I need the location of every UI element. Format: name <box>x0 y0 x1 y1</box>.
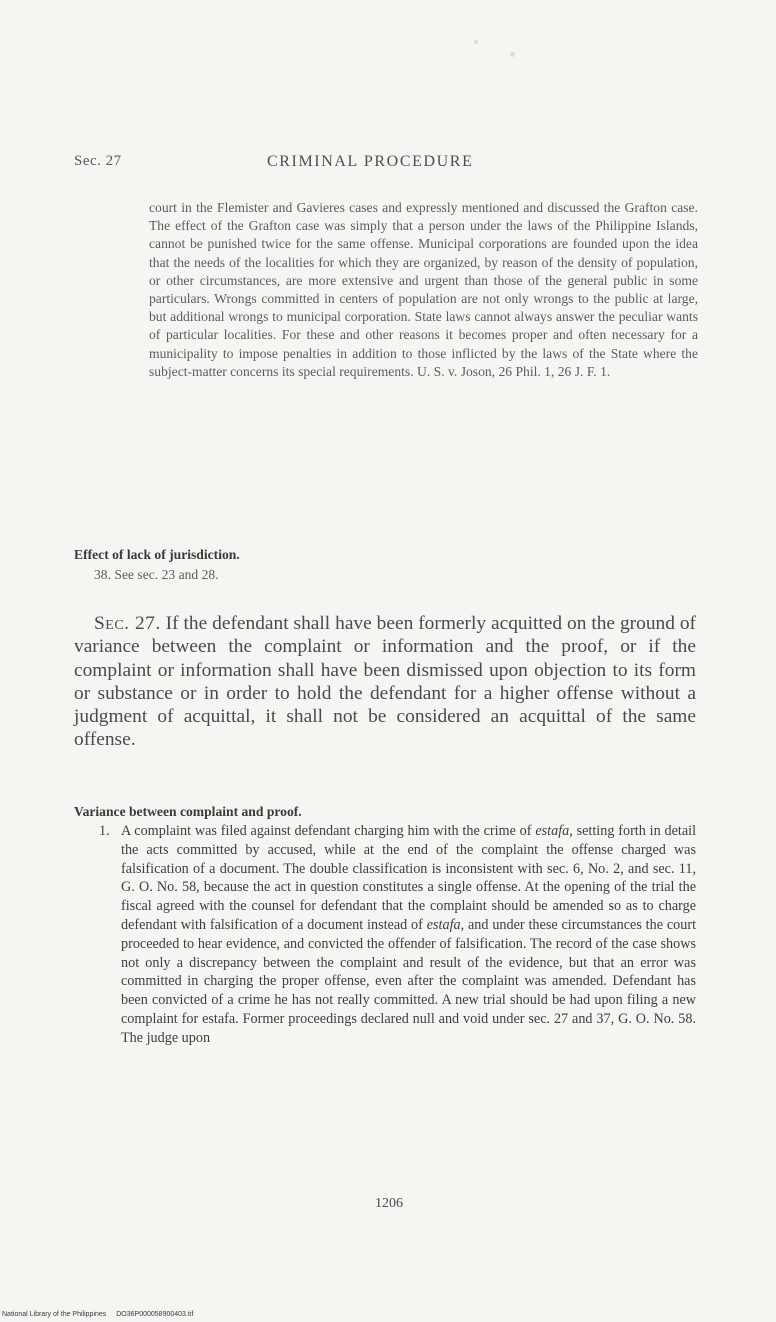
page-number: 1206 <box>375 1196 403 1211</box>
continued-annotation <box>149 199 698 381</box>
annotation-paragraph <box>149 199 698 381</box>
paper-smudge-mark <box>510 52 515 57</box>
statute-paragraph <box>74 612 696 752</box>
annotation-italic-term: estafa <box>535 823 570 839</box>
annotation-italic-term: estafa <box>426 916 461 933</box>
case-citation: U. S. v. Joson, 26 Phil. 1, 26 J. F. 1. <box>417 363 611 379</box>
running-title: CRIMINAL PROCEDURE <box>267 153 474 170</box>
page-header <box>74 153 714 175</box>
footer-code: DO36P000058900403.tif <box>116 1311 194 1318</box>
annotation-item <box>99 822 696 1048</box>
annotation-text-part: , setting forth in detail the acts committed by accused, while at the end of the complaint the offense charged was falsification of a document. The double classification is inconsistent with sec. 6, No. 2, and sec. 11, G. O. No. 58, because the act in question constitutes a single offense. At the opening of the trial the fiscal agreed with the counsel for defendant that the complaint should be amended so as to charge defendant with falsification of a document instead of <box>121 823 697 933</box>
annotation-text-part: , and under these circumstances the court proceeded to hear evidence, and convicted the offender of falsification. The record of the case shows not only a discrepancy between the complaint and result of the evidence, but that an error was committed in charging the proper offense, even after the complaint was amended. Defendant has been convicted of a crime he has not really committed. A new trial should be had upon filing a new complaint for estafa. Former proceedings declared null and void under sec. 27 and 37, G. O. No. 58. The judge upon <box>121 916 697 1046</box>
heading-variance: Variance between complaint and proof. <box>74 804 302 819</box>
statute-section-27 <box>74 612 696 752</box>
statute-text: If the defendant shall have been formerly acquitted on the ground of variance between the complaint or information and the proof, or if the complaint or information shall have been dismissed upon objection to its form or substance or in order to hold the defendant for a higher offense without a judgment of acquittal, it shall not be considered an acquittal of the same offense. <box>74 613 697 751</box>
footer-library: National Library of the Philippines <box>2 1311 107 1318</box>
annotation-number: 1. <box>99 823 110 839</box>
annotation-body <box>121 822 696 1048</box>
scan-footer <box>2 1311 193 1318</box>
header-section-label: Sec. 27 <box>74 153 122 169</box>
statute-section-label: Sec. 27. <box>94 613 161 634</box>
cross-reference: 38. See sec. 23 and 28. <box>94 567 219 582</box>
paper-smudge-mark <box>474 40 478 44</box>
annotation-text-part: A complaint was filed against defendant charging him with the crime of <box>121 823 532 839</box>
heading-lack-of-jurisdiction: Effect of lack of jurisdiction. <box>74 547 240 562</box>
annotation-text: court in the Flemister and Gavieres cases and expressly mentioned and discussed the Grafton case. The effect of the Grafton case was simply that a person under the laws of the Philippine Islands, cannot be punished twice for the same offense. Municipal corporations are founded upon the idea that the needs of the localities for which they are organized, by reason of the density of population, or other circumstances, are more extensive and urgent than those of the general public in some particulars. Wrongs committed in centers of population are not only wrongs to the public at large, but additional wrongs to municipal corporation. State laws cannot always answer the peculiar wants of particular localities. For these and other reasons it becomes proper and often necessary for a municipality to impose penalties in addition to those inflicted by the laws of the State where the subject-matter concerns its special requirements. <box>149 200 698 379</box>
